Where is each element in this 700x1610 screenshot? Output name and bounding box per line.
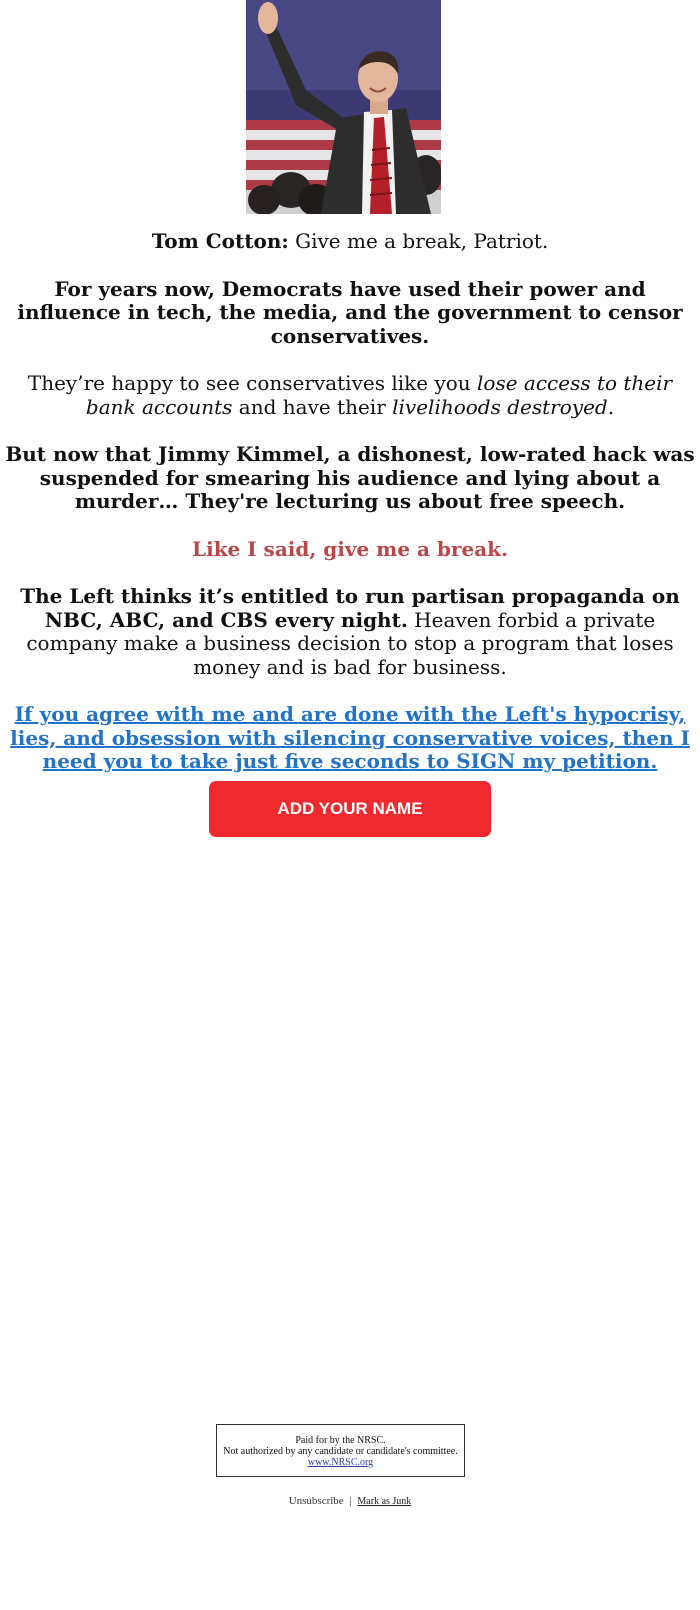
emphasis-text: livelihoods destroyed: [392, 394, 608, 419]
paragraph-left-propaganda: [0, 585, 700, 679]
footer-separator: |: [349, 1495, 352, 1507]
paragraph-text: They’re happy to see conservatives like you: [27, 371, 478, 395]
disclaimer-line: Paid for by the NRSC.: [295, 1435, 386, 1446]
mark-as-junk-link[interactable]: Mark as Junk: [357, 1496, 412, 1507]
paragraph-bank-accounts: [0, 372, 700, 419]
disclaimer-line: Not authorized by any candidate or candidate's committee.: [223, 1446, 458, 1457]
paragraph-bold-text: The Left thinks it’s entitled to run partisan propaganda on NBC, ABC, and CBS every night.: [20, 584, 680, 632]
emphasis-text: lose access to their bank accounts: [85, 371, 673, 419]
paragraph-petition-link: [0, 703, 700, 774]
footer: [0, 1495, 700, 1507]
paragraph-text: and have their: [232, 394, 393, 419]
paid-for-disclaimer: [216, 1424, 465, 1477]
paragraph-kimmel: But now that Jimmy Kimmel, a dishonest, low-rated hack was suspended for smearing his audience and lying about a murder… They're lecturing us about free speech.: [5, 442, 695, 513]
intro-line: [0, 230, 700, 254]
paragraph-text: .: [607, 394, 615, 419]
nrsc-website-link[interactable]: www.NRSC.org: [307, 1457, 374, 1468]
paragraph-text: Heaven forbid a private company make a business decision to stop a program that loses money and is bad for business.: [26, 607, 674, 679]
cta-container: [0, 781, 700, 837]
paragraph-give-me-a-break: Like I said, give me a break.: [192, 536, 508, 561]
paragraph-censorship: For years now, Democrats have used their power and influence in tech, the media, and the government to censor conservatives.: [17, 276, 683, 348]
speaker-name: Tom Cotton:: [151, 229, 289, 253]
greeting-text: Give me a break, Patriot.: [288, 229, 549, 253]
message-content: [0, 230, 700, 774]
add-your-name-button[interactable]: ADD YOUR NAME: [209, 781, 491, 837]
unsubscribe-link[interactable]: Unsubscribe: [288, 1495, 344, 1507]
hero-photo: [246, 0, 441, 214]
petition-link[interactable]: If you agree with me and are done with the Left's hypocrisy, lies, and obsession with silencing conservative voices, then I need you to take just five seconds to SIGN my petition.: [10, 702, 690, 773]
